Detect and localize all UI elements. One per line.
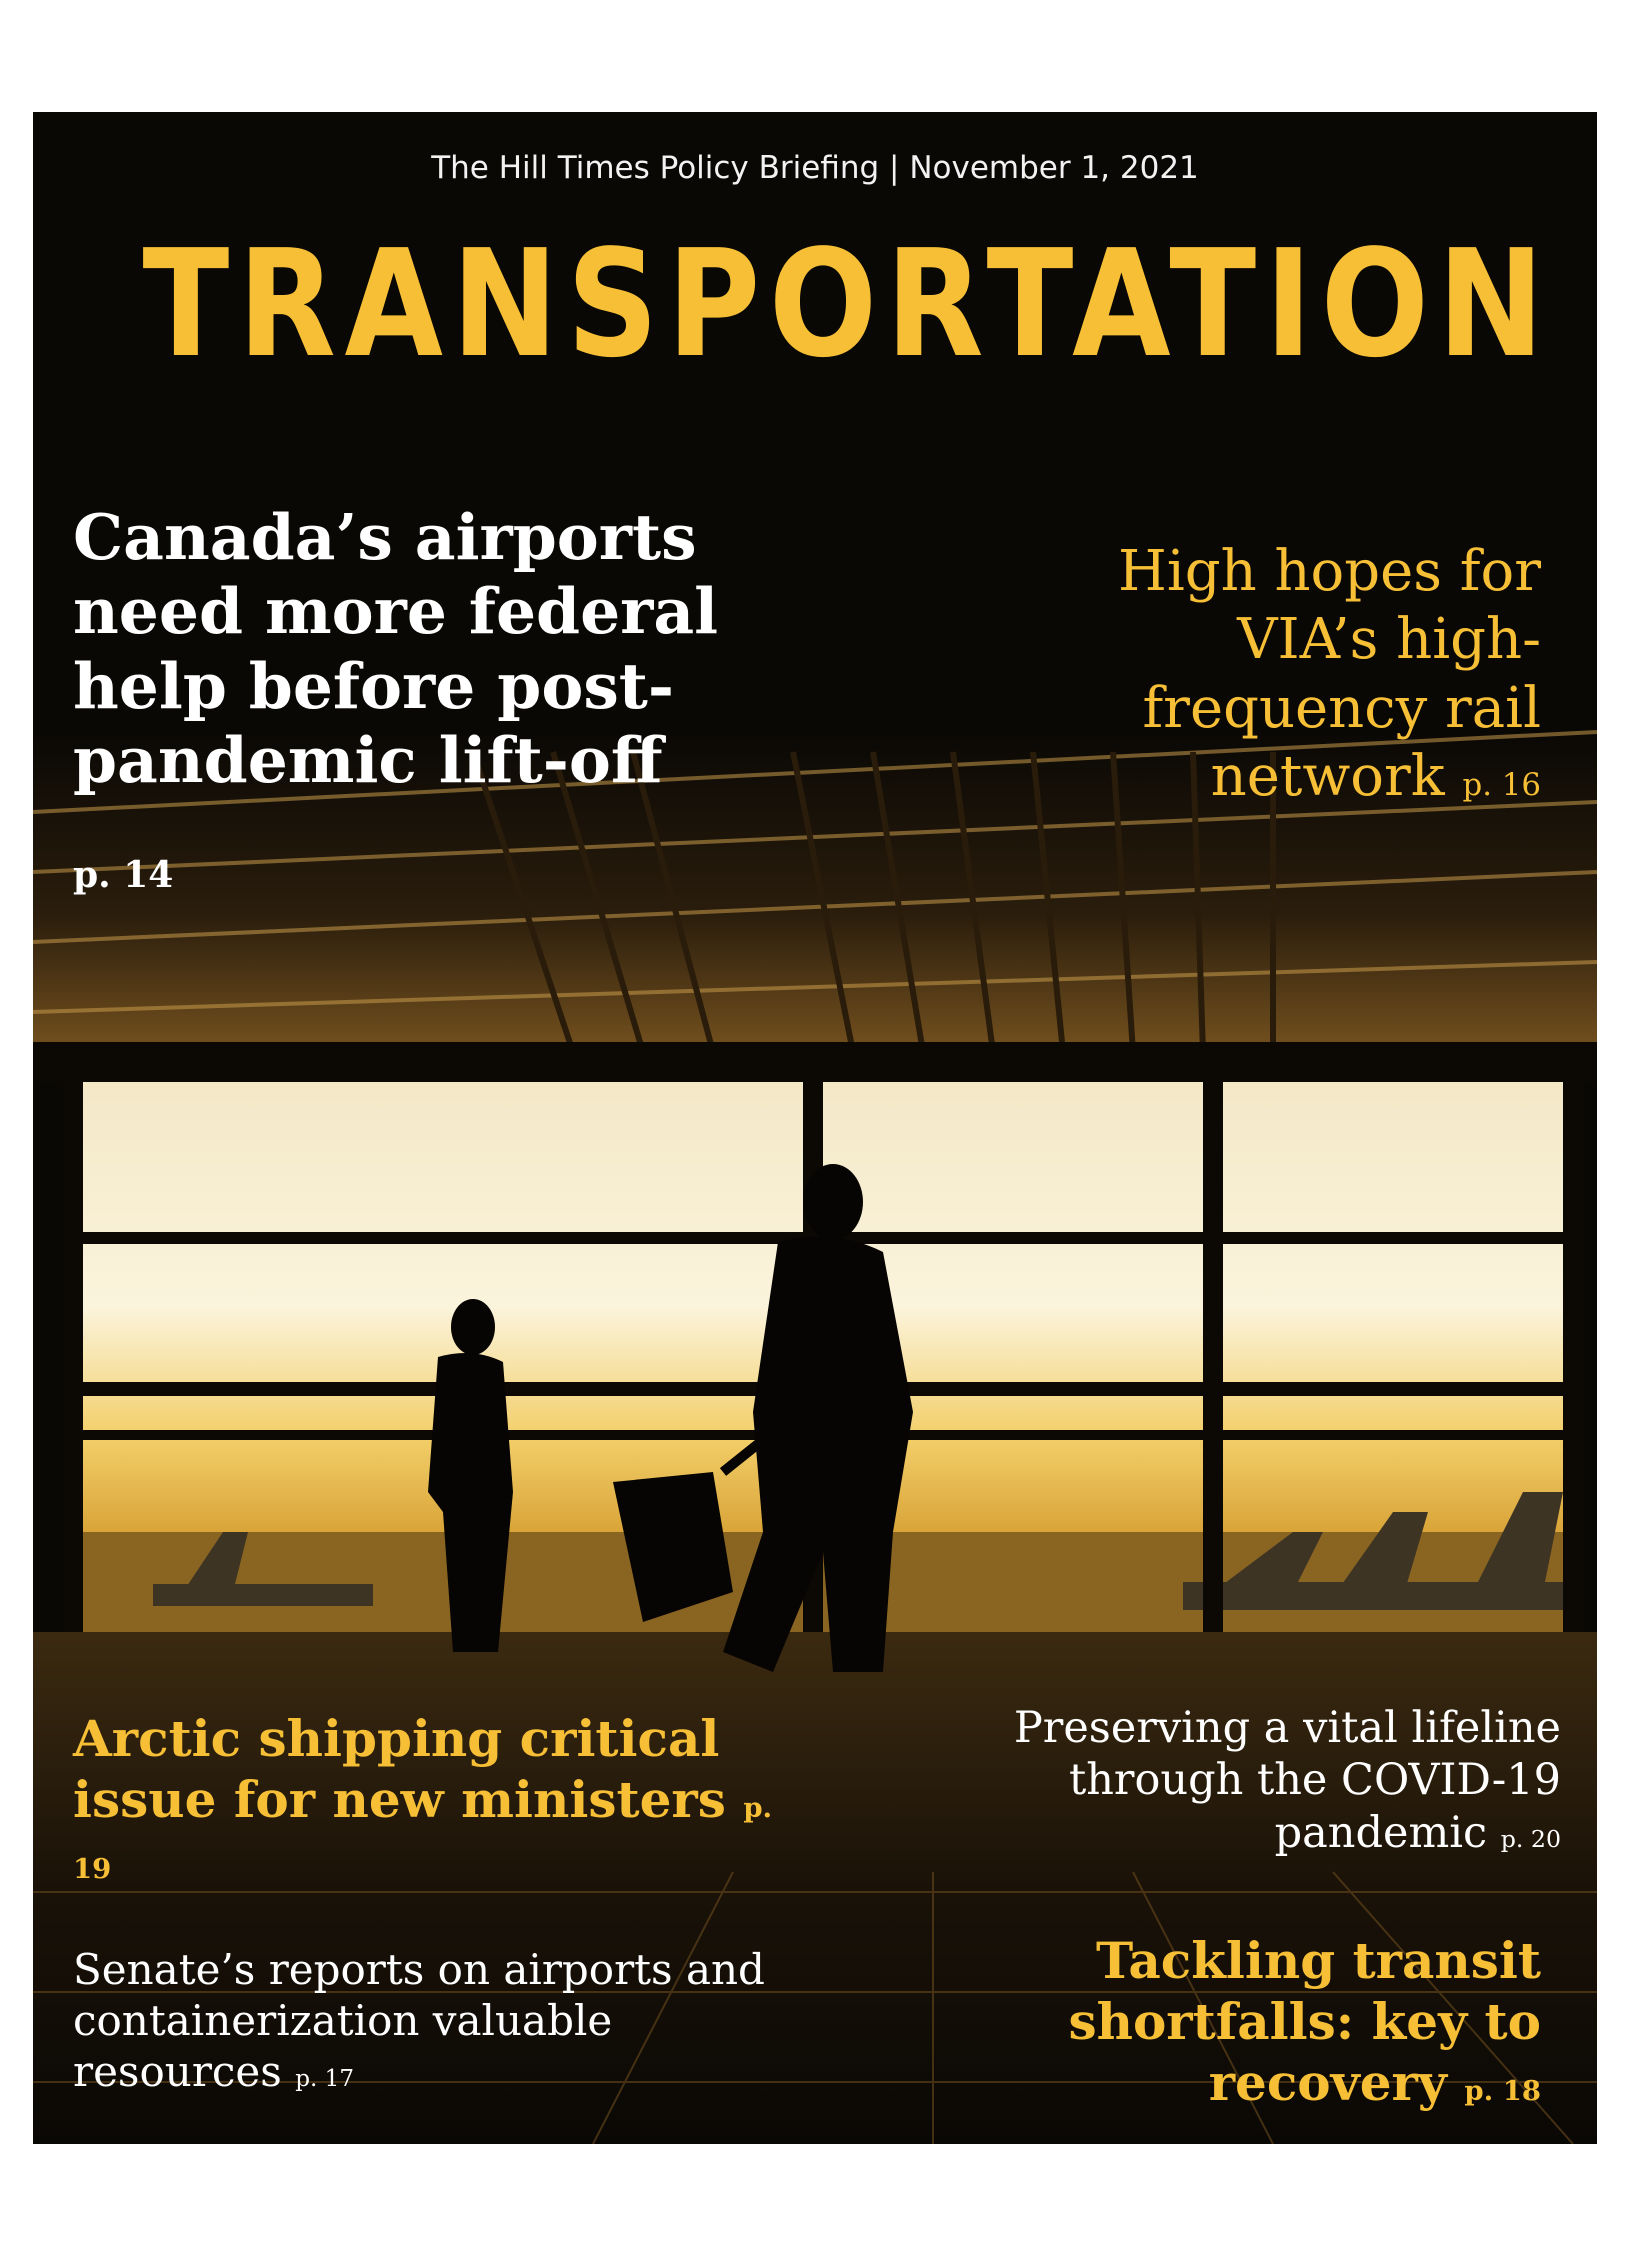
story-via[interactable] bbox=[981, 538, 1541, 811]
story-arctic-headline: Arctic shipping critical issue for new ministers bbox=[73, 1709, 726, 1829]
story-transit[interactable] bbox=[881, 1930, 1541, 2113]
story-arctic[interactable] bbox=[73, 1708, 773, 1891]
story-via-page: p. 16 bbox=[1462, 766, 1541, 803]
story-airports-page: p. 14 bbox=[73, 854, 174, 896]
story-arctic-page: p. 19 bbox=[73, 1792, 773, 1885]
cover bbox=[33, 112, 1597, 2144]
story-airports-headline[interactable]: Canada’s airports need more federal help before post-pandemic lift-off bbox=[73, 500, 719, 797]
story-senate[interactable] bbox=[73, 1944, 793, 2098]
story-senate-headline: Senate’s reports on airports and containerization valuable resources bbox=[73, 1945, 765, 2097]
story-via-headline: High hopes for VIA’s high-frequency rail network bbox=[1118, 539, 1541, 809]
story-transit-page: p. 18 bbox=[1464, 2075, 1541, 2107]
story-covid[interactable] bbox=[941, 1702, 1561, 1859]
issue-header: The Hill Times Policy Briefing | November 1, 2021 bbox=[431, 150, 1199, 186]
story-covid-headline: Preserving a vital lifeline through the COVID-19 pandemic bbox=[1013, 1703, 1561, 1858]
masthead-title: TRANSPORTATION bbox=[142, 218, 1553, 390]
story-transit-headline: Tackling transit shortfalls: key to recovery bbox=[1068, 1931, 1541, 2112]
story-covid-page: p. 20 bbox=[1500, 1824, 1561, 1853]
story-senate-page: p. 17 bbox=[295, 2066, 355, 2093]
